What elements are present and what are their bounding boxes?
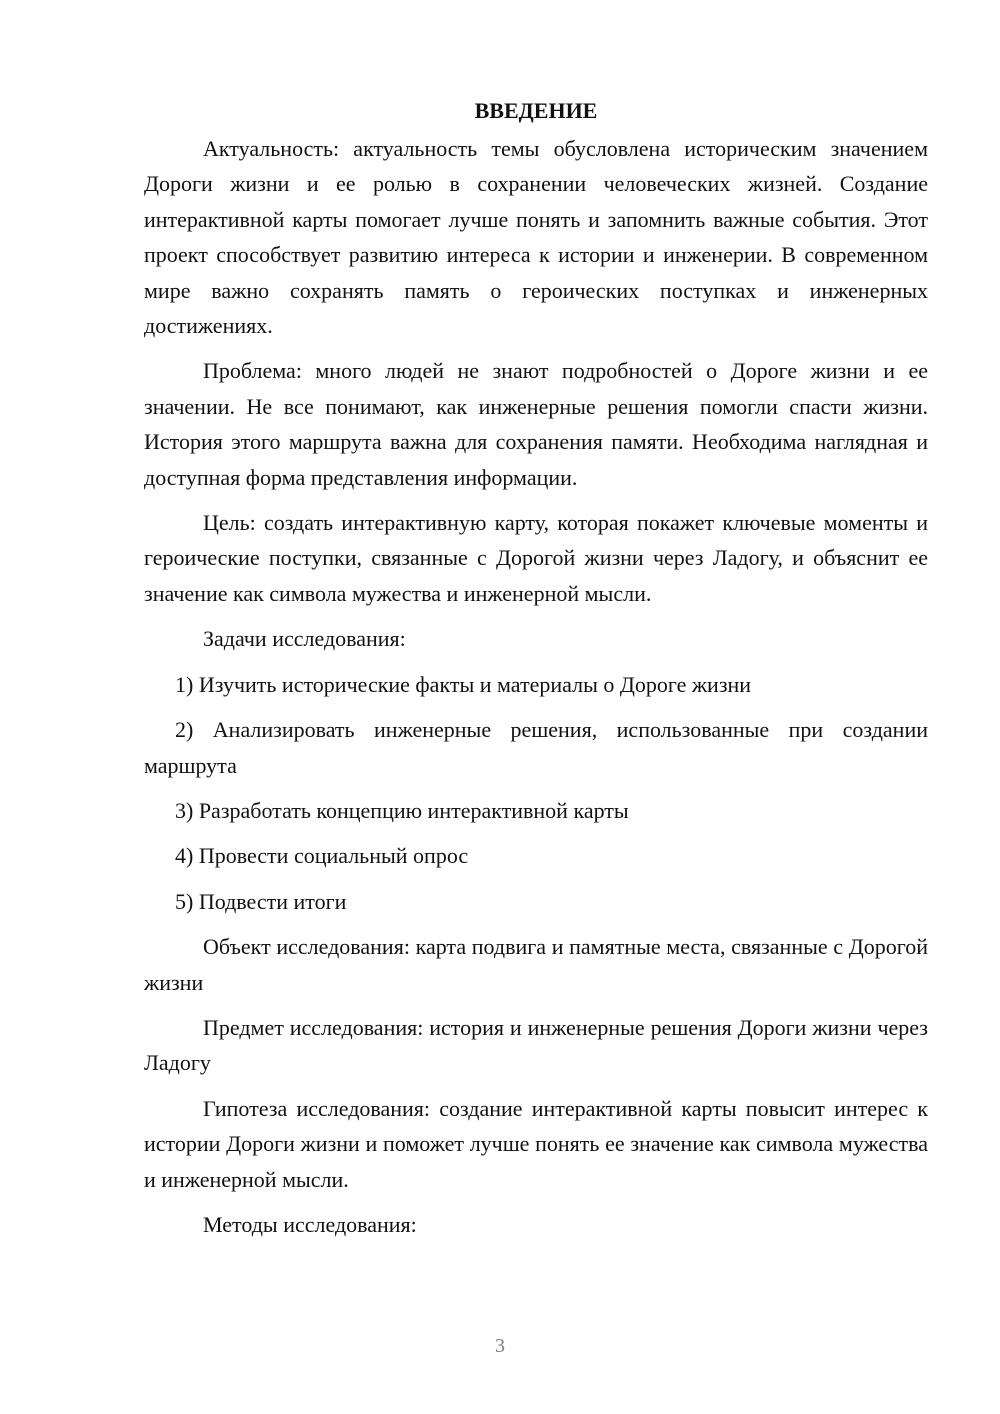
goal-paragraph: Цель: создать интерактивную карту, которая покажет ключевые моменты и героические поступки, связанные с Дорогой жизни через Ладогу, и объяснит ее значение как символа мужества и инженерной мысли. [144,510,928,606]
hypothesis-paragraph: Гипотеза исследования: создание интерактивной карты повысит интерес к истории Дороги жизни и поможет лучше понять ее значение как символа мужества и инженерной мысли. [144,1095,928,1192]
tasks-heading: Задачи исследования: [203,626,406,652]
list-item: 1) Изучить исторические факты и материалы о Дороге жизни [175,671,752,697]
list-item: 2) Анализировать инженерные решения, использованные при создании маршрута [144,717,928,778]
object-paragraph: Объект исследования: карта подвига и памятные места, связанные с Дорогой жизни [144,934,928,995]
page-content [144,96,928,1242]
section-heading: ВВЕДЕНИЕ [474,98,598,123]
subject-paragraph: Предмет исследования: история и инженерные решения Дороги жизни через Ладогу [144,1014,928,1076]
relevance-paragraph: Актуальность: актуальность темы обусловлена историческим значением Дороги жизни и ее ролью в сохранении человеческих жизней. Создание интерактивной карты помогает лучше понять и запомнить важные события. Этот проект способствует развитию интереса к истории и инженерии. В современном мире важно сохранять память о героических поступках и инженерных достижениях. [144,136,928,339]
list-item: 3) Разработать концепцию интерактивной карты [175,797,629,823]
list-item: 5) Подвести итоги [175,888,347,914]
list-item: 4) Провести социальный опрос [175,843,469,869]
problem-paragraph: Проблема: много людей не знают подробностей о Дороге жизни и ее значении. Не все понимают, как инженерные решения помогли спасти жизни. История этого маршрута важна для сохранения памяти. Необходима наглядная и доступная форма представления информации. [144,358,928,490]
tasks-list [144,667,928,919]
methods-heading: Методы исследования: [203,1211,417,1237]
page-number: 3 [495,1335,505,1357]
